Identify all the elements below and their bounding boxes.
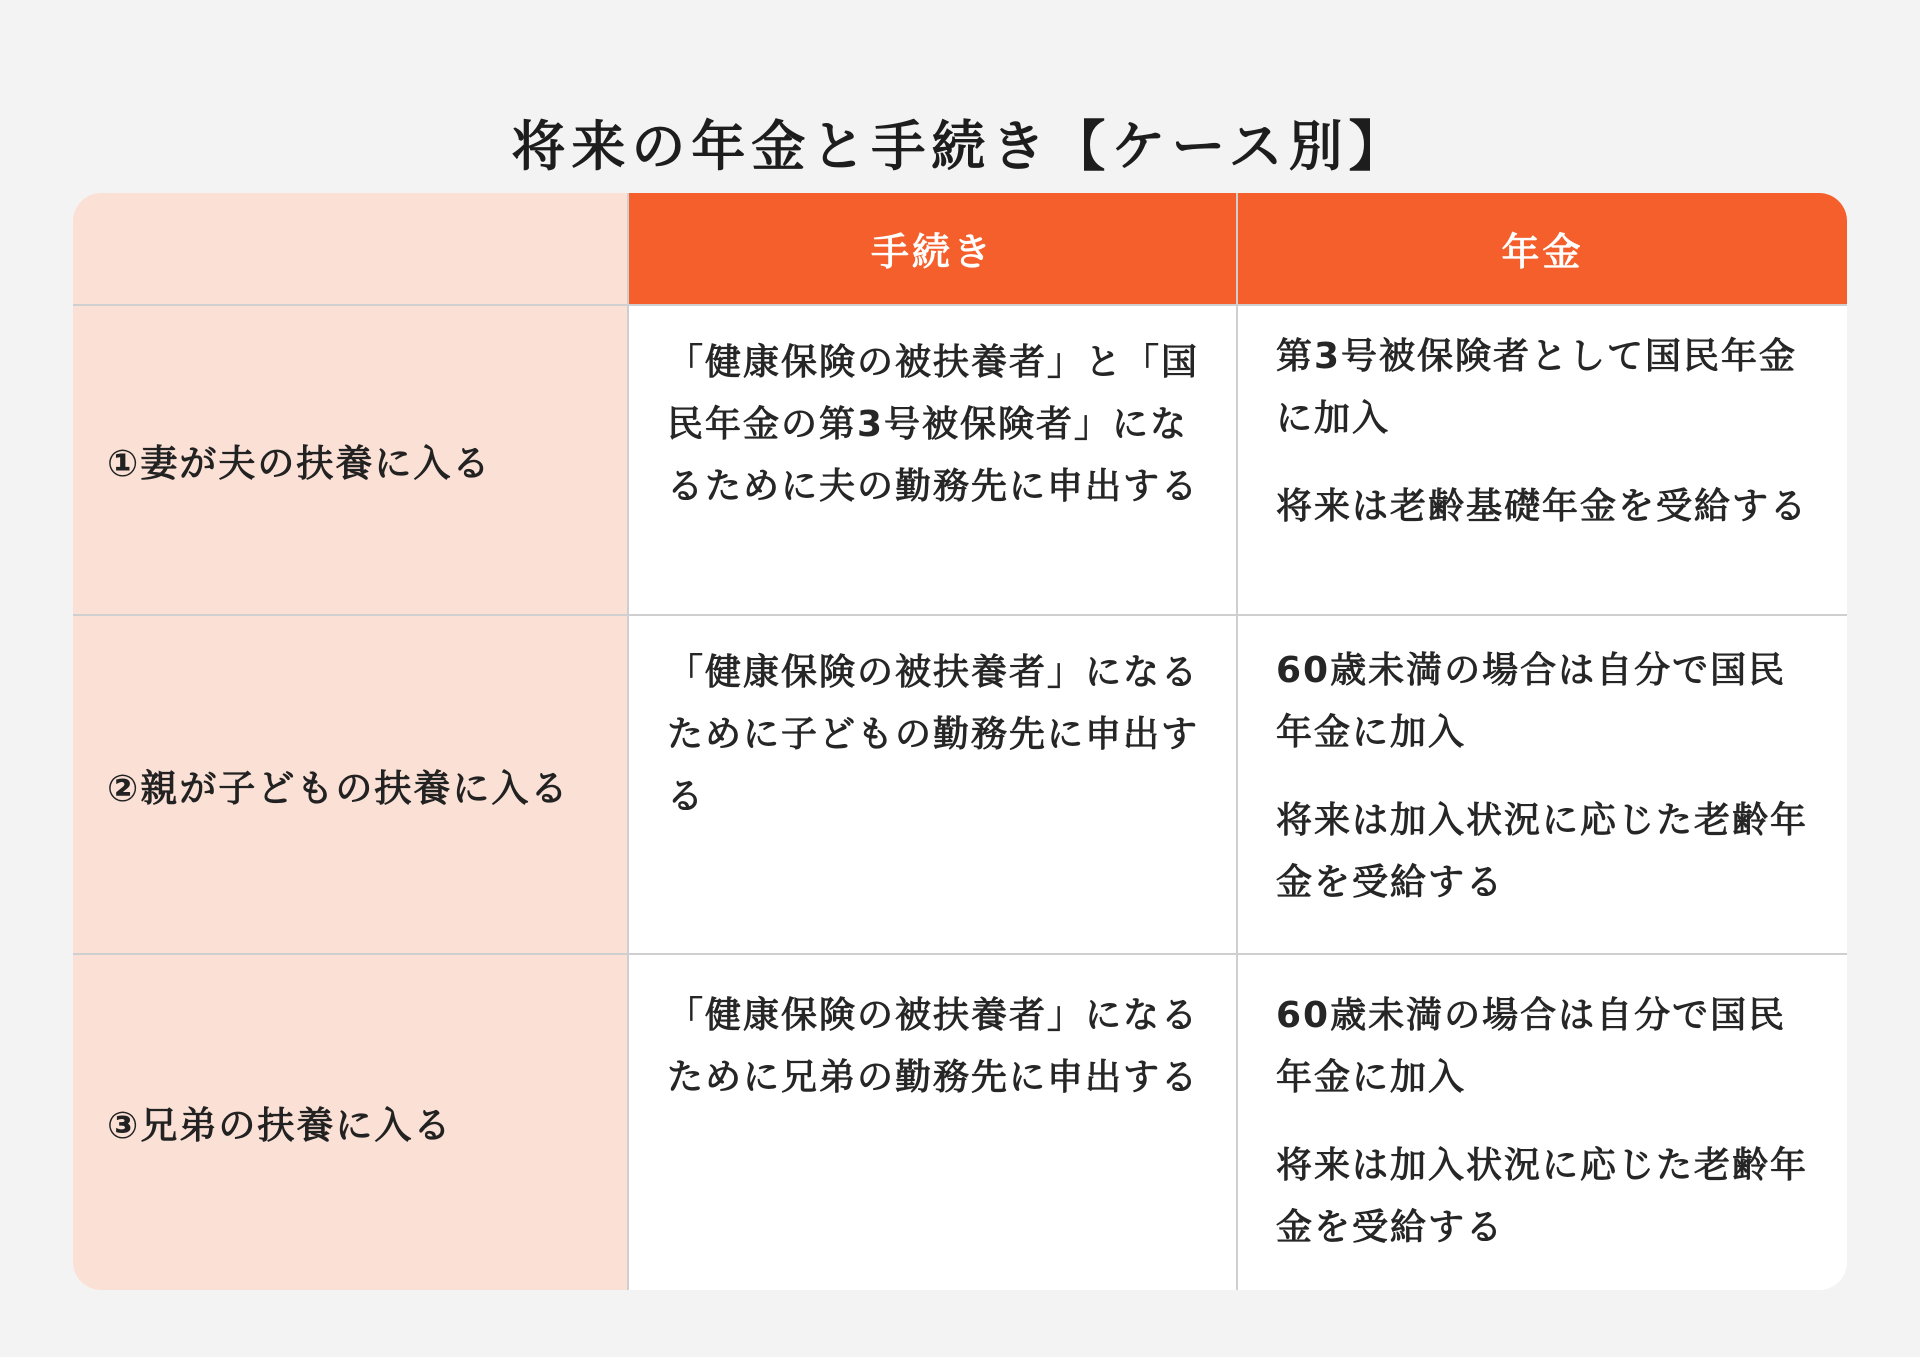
- case-label: ①妻が夫の扶養に入る: [73, 305, 628, 615]
- procedure-cell: 「健康保険の被扶養者」になるために子どもの勤務先に申出する: [628, 615, 1237, 953]
- table-header-row: [73, 193, 1847, 305]
- column-header-procedure: 手続き: [628, 193, 1237, 305]
- pension-text: 将来は加入状況に応じた老齢年金を受給する: [1276, 1144, 1809, 1248]
- table-row: [73, 305, 1847, 615]
- column-header-pension: 年金: [1237, 193, 1847, 305]
- table-corner-cell: [73, 193, 628, 305]
- pension-cell: [1237, 305, 1847, 615]
- case-table: [73, 193, 1847, 1290]
- pension-text: 将来は加入状況に応じた老齢年金を受給する: [1276, 800, 1809, 904]
- pension-cell: [1237, 615, 1847, 953]
- pension-cell: [1237, 954, 1847, 1290]
- case-label: ③兄弟の扶養に入る: [73, 954, 628, 1290]
- case-label: ②親が子どもの扶養に入る: [73, 615, 628, 953]
- table-row: [73, 954, 1847, 1290]
- pension-text: 60歳未満の場合は自分で国民年金に加入: [1276, 650, 1787, 754]
- page-title: 将来の年金と手続き【ケース別】: [511, 115, 1409, 179]
- procedure-cell: 「健康保険の被扶養者」になるために兄弟の勤務先に申出する: [628, 954, 1237, 1290]
- table-row: [73, 615, 1847, 953]
- case-table-container: [73, 193, 1847, 1290]
- pension-text: 第3号被保険者として国民年金に加入: [1276, 336, 1798, 440]
- procedure-cell: 「健康保険の被扶養者」と「国民年金の第3号被保険者」になるために夫の勤務先に申出する: [628, 305, 1237, 615]
- pension-text: 将来は老齢基礎年金を受給する: [1276, 486, 1809, 528]
- pension-text: 60歳未満の場合は自分で国民年金に加入: [1276, 994, 1787, 1098]
